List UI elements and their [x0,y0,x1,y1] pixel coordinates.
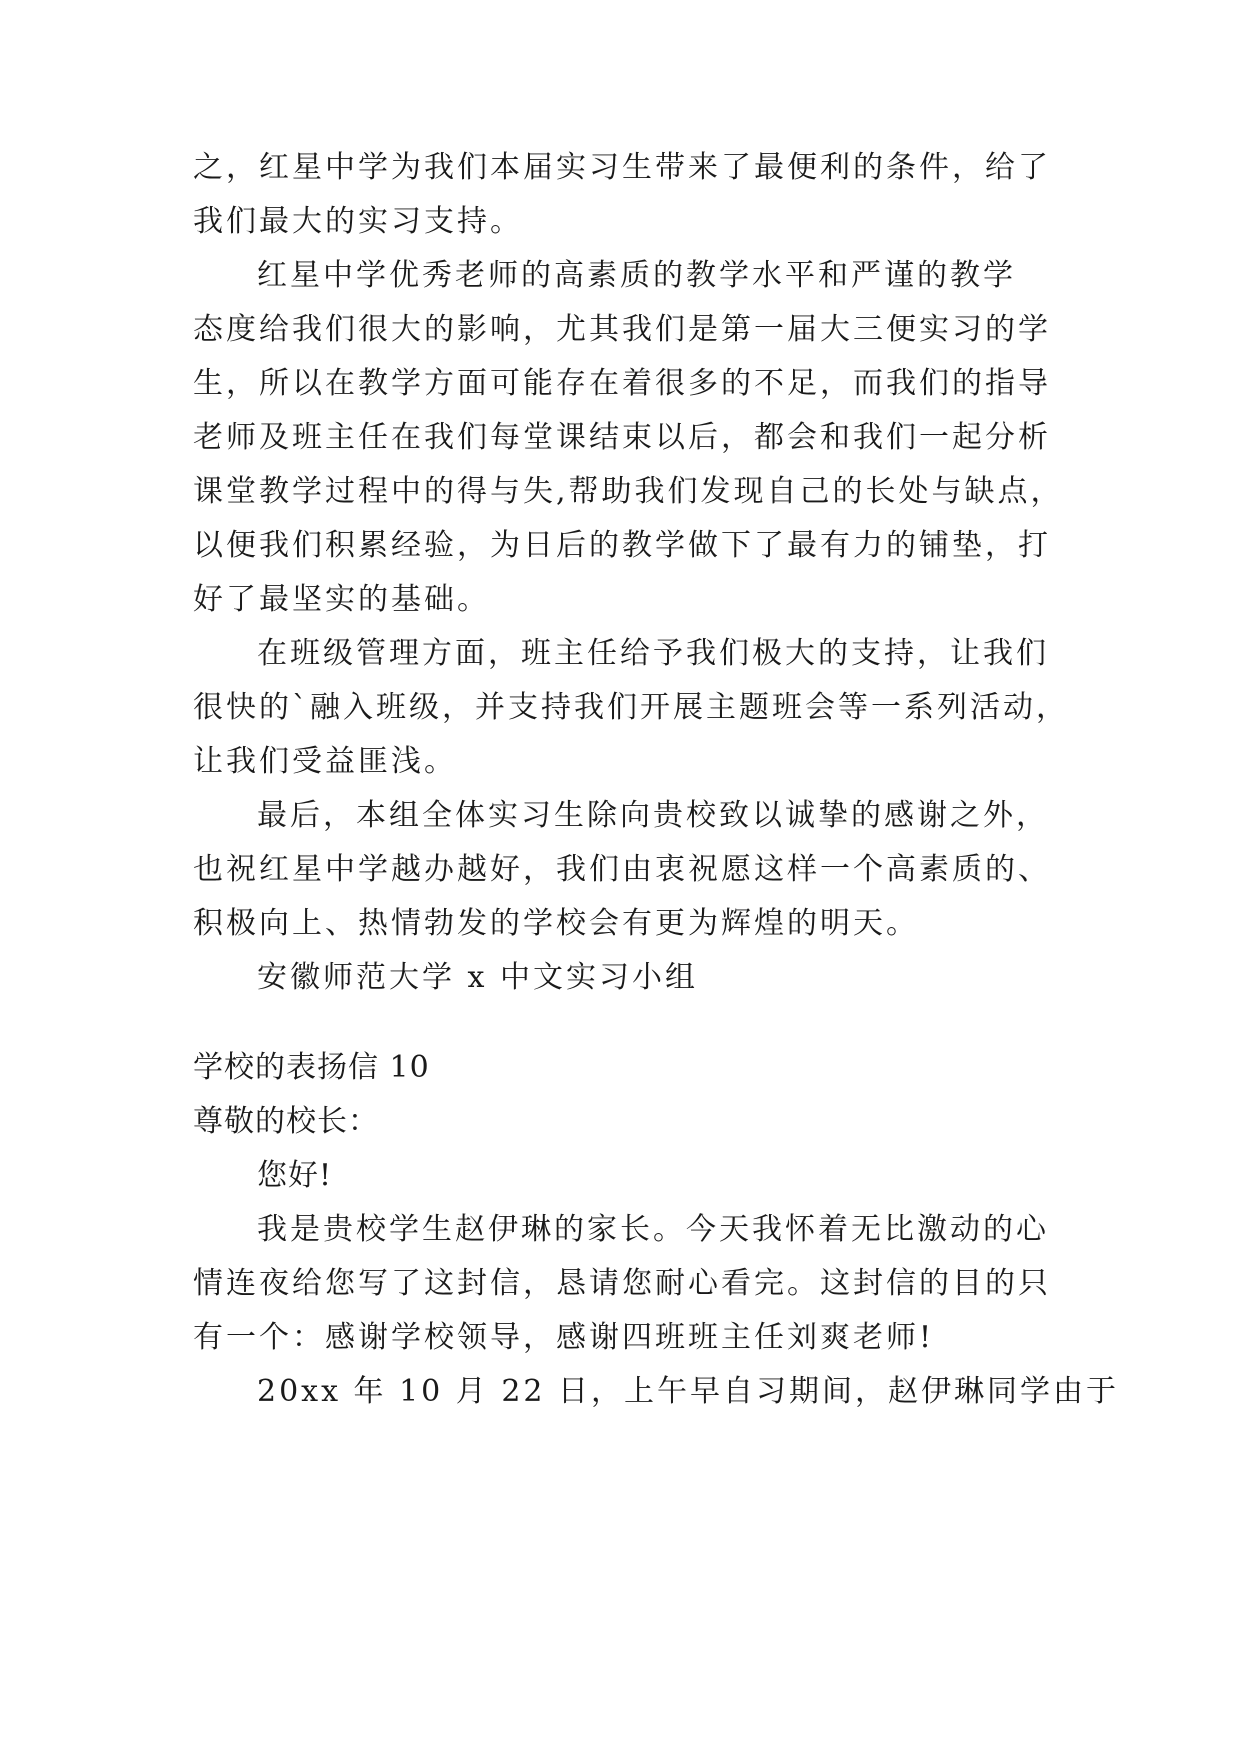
letter2-title: 学校的表扬信 10 [193,1050,430,1085]
letter1-p2-line1: 红星中学优秀老师的高素质的教学水平和严谨的教学 [257,258,1016,293]
letter1-p2-line3: 生，所以在教学方面可能存在着很多的不足，而我们的指导 [193,366,1051,401]
letter2-p1-line3: 有一个：感谢学校领导，感谢四班班主任刘爽老师! [193,1320,935,1355]
letter1-p2-line2: 态度给我们很大的影响，尤其我们是第一届大三便实习的学 [193,312,1051,347]
letter2-p1-line2: 情连夜给您写了这封信，恳请您耐心看完。这封信的目的只 [193,1266,1051,1301]
letter1-p3-line1: 在班级管理方面，班主任给予我们极大的支持，让我们 [257,636,1049,671]
letter1-p2-line7: 好了最坚实的基础。 [193,582,490,617]
letter1-p2-line5: 课堂教学过程中的得与失,帮助我们发现自己的长处与缺点， [193,474,1064,509]
letter2-p2-line1: 20xx 年 10 月 22 日，上午早自习期间，赵伊琳同学由于 [257,1374,1120,1409]
letter1-p3-line3: 让我们受益匪浅。 [193,744,457,779]
letter1-p2-line6: 以便我们积累经验，为日后的教学做下了最有力的铺垫，打 [193,528,1051,563]
letter1-p4-line2: 也祝红星中学越办越好，我们由衷祝愿这样一个高素质的、 [193,852,1051,887]
letter2-salutation: 尊敬的校长： [193,1104,379,1139]
letter2-p1-line1: 我是贵校学生赵伊琳的家长。今天我怀着无比激动的心 [257,1212,1049,1247]
letter1-p2-line4: 老师及班主任在我们每堂课结束以后，都会和我们一起分析 [193,420,1051,455]
letter1-signature: 安徽师范大学 x 中文实习小组 [257,960,698,995]
letter1-p4-line1: 最后，本组全体实习生除向贵校致以诚挚的感谢之外， [257,798,1049,833]
letter1-p1-line2: 我们最大的实习支持。 [193,204,523,239]
letter2-greeting: 您好! [257,1158,333,1193]
letter1-p3-line2: 很快的`融入班级，并支持我们开展主题班会等一系列活动， [193,690,1069,725]
letter1-p4-line3: 积极向上、热情勃发的学校会有更为辉煌的明天。 [193,906,919,941]
letter1-p1-line1: 之，红星中学为我们本届实习生带来了最便利的条件，给了 [193,150,1051,185]
